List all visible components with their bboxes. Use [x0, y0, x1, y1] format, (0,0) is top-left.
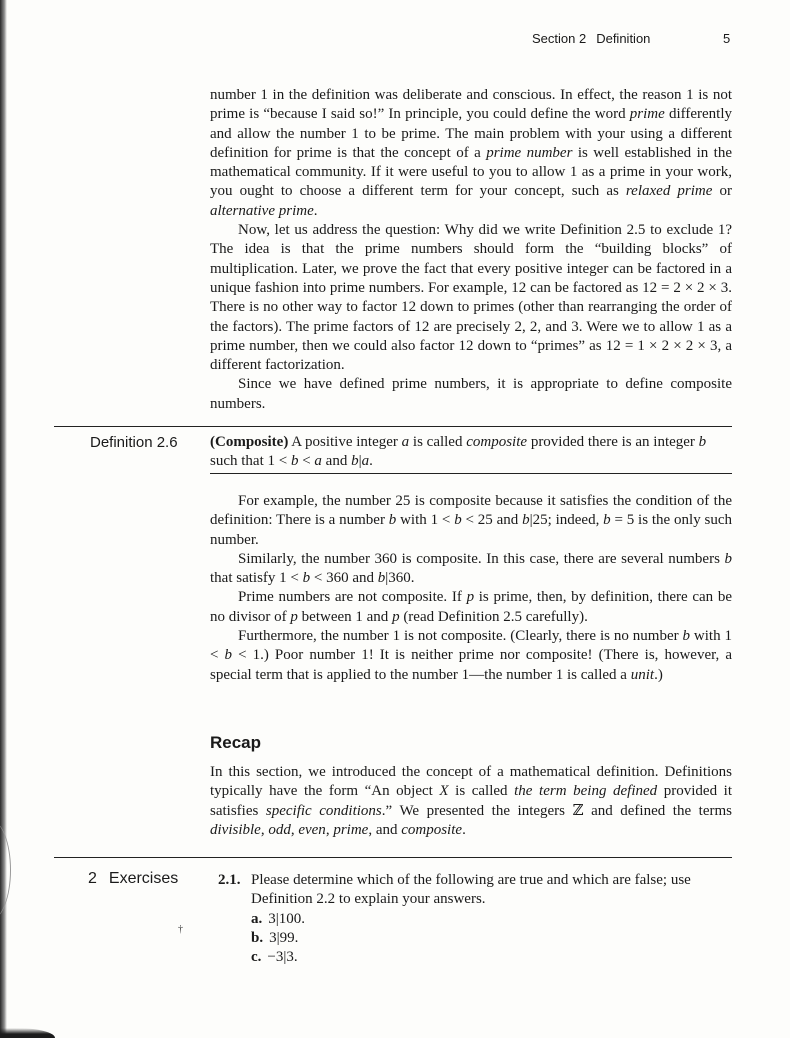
- paragraph: Similarly, the number 360 is composite. In this case, there are several numbers b that satisfy 1 < b < 360 and b|360.: [210, 550, 732, 587]
- exercise-part: [251, 948, 738, 967]
- recap-heading: Recap: [210, 733, 262, 752]
- page-corner-shadow: [0, 1028, 55, 1038]
- exercise-item: [218, 871, 738, 967]
- part-text: −3|3.: [267, 949, 298, 966]
- page-number: 5: [723, 31, 731, 46]
- recap-body: [210, 763, 732, 840]
- section-number: Section 2: [532, 31, 587, 46]
- exercise-parts: [251, 910, 738, 968]
- section-title: Definition: [596, 31, 651, 46]
- body-middle: [210, 492, 732, 685]
- part-text: 3|100.: [268, 910, 306, 927]
- part-letter: a.: [251, 910, 263, 927]
- exercise-text: Please determine which of the following are true and which are false; use Definition 2.2 to explain your answers.: [251, 872, 691, 908]
- paragraph: number 1 in the definition was deliberate and conscious. In effect, the reason 1 is not prime is “because I said so!” In principle, you could define the word prime differently and allow the number 1 to be prime. The main problem with your using a different definition for prime is that the concept of a prime number is well established in the mathematical community. If it were useful to you to allow 1 as a prime in your work, you ought to choose a different term for your concept, such as relaxed prime or alternative prime.: [210, 87, 733, 219]
- part-letter: b.: [251, 929, 264, 946]
- paragraph: For example, the number 25 is composite because it satisfies the condition of the definition: There is a number b with 1 < b < 25 and b|25; indeed, b = 5 is the only such number.: [210, 493, 733, 548]
- paragraph: Prime numbers are not composite. If p is prime, then, by definition, there can be no divisor of p between 1 and p (read Definition 2.5 carefully).: [210, 589, 732, 625]
- exercise-part: [251, 929, 738, 948]
- paragraph: Now, let us address the question: Why did we write Definition 2.5 to exclude 1? The idea is that the prime numbers should form the “building blocks” of multiplication. Later, we prove the fact that every positive integer can be factored in a unique fashion into prime numbers. For example, 12 can be factored as 12 = 2 × 2 × 3. There is no other way to factor 12 down to primes (other than rearranging the order of the factors). The prime factors of 12 are precisely 2, 2, and 3. Were we to allow 1 as a prime number, then we could also factor 12 down to “primes” as 12 = 1 × 2 × 2 × 3, a different factorization.: [210, 222, 732, 374]
- exercises-section-number: 2: [88, 870, 97, 887]
- part-letter: c.: [251, 949, 262, 966]
- exercise-part: [251, 910, 738, 929]
- body-top: [210, 86, 732, 414]
- exercise-number: 2.1.: [218, 872, 241, 888]
- paragraph: Since we have defined prime numbers, it is appropriate to define composite numbers.: [210, 376, 732, 412]
- exercises-label: Exercises: [108, 870, 179, 887]
- part-text: 3|99.: [269, 929, 299, 946]
- recap-text: In this section, we introduced the concept of a mathematical definition. Definitions typically have the form “An object X is called the term being defined provided it satisfies specific conditions.” We presented the integers ℤ and defined the terms divisible, odd, even, prime, and composite.: [210, 764, 733, 838]
- exercises-rule: [54, 857, 732, 858]
- print-speck: †: [178, 924, 183, 935]
- running-head: [532, 31, 650, 46]
- definition-bottom-rule: [210, 473, 732, 474]
- definition-top-rule: [54, 426, 732, 427]
- definition-text: (Composite) A positive integer a is called composite provided there is an integer b such that 1 < b < a and b|a.: [210, 434, 707, 470]
- definition-label: Definition 2.6: [90, 434, 178, 451]
- exercises-heading: [88, 870, 178, 888]
- paragraph: Furthermore, the number 1 is not composite. (Clearly, there is no number b with 1 < b < 1.) Poor number 1! It is neither prime nor composite! (There is, however, a special term that is applied to the number 1—the number 1 is called a unit.): [210, 628, 732, 683]
